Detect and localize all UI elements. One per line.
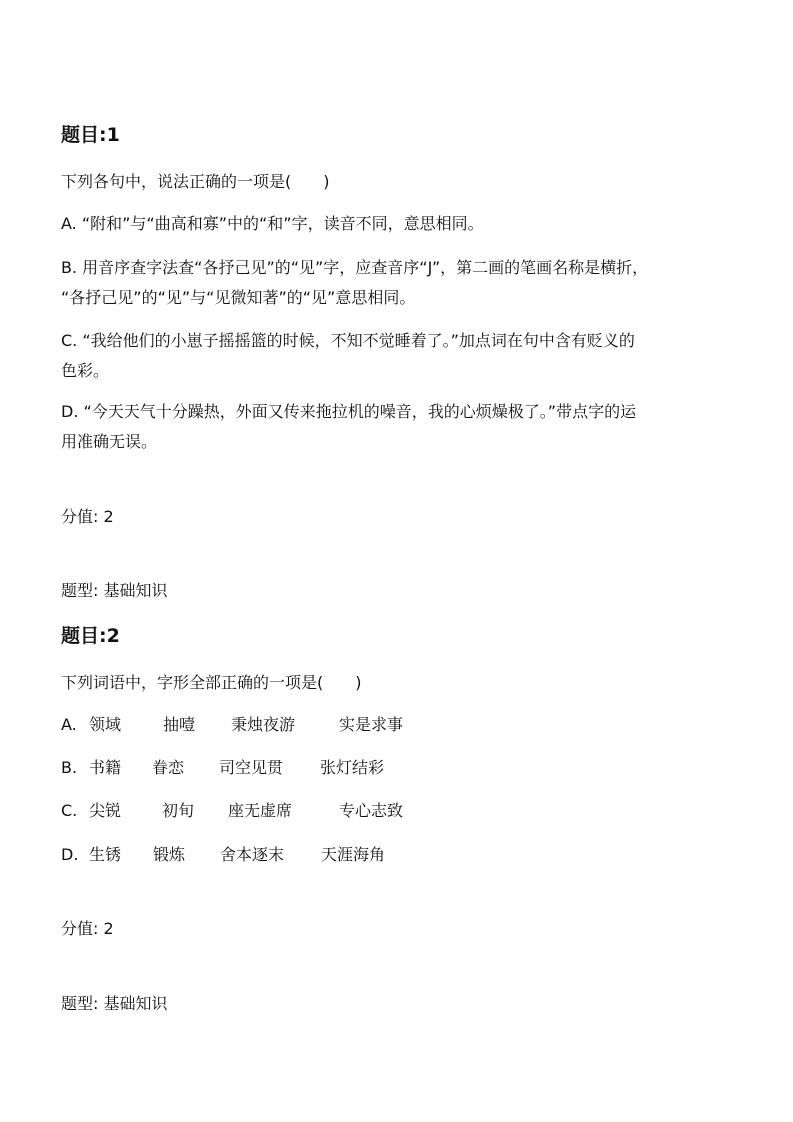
question-1-option-c-line1: C. “我给他们的小崽子摇摇篮的时候，不知不觉睡着了。”加点词在句中含有贬义的 xyxy=(61,331,635,350)
question-1-score: 分值: 2 xyxy=(61,507,114,526)
option-word: 座无虚席 xyxy=(228,801,293,820)
question-2-title: 题目:2 xyxy=(61,625,120,647)
question-1-option-b-line1: B. 用音序查字法查“各抒己见”的“见”字，应查音序“J”，第二画的笔画名称是横折， xyxy=(61,258,649,277)
option-word: 司空见贯 xyxy=(219,758,284,777)
option-word: 初旬 xyxy=(162,801,195,820)
question-1-option-d-line1: D. “今天天气十分躁热，外面又传来拖拉机的噪音，我的心烦燥极了。”带点字的运 xyxy=(61,402,637,421)
question-2-option-a xyxy=(61,713,741,737)
option-word: 天涯海角 xyxy=(321,845,386,864)
option-letter: C. xyxy=(61,801,78,820)
question-2-type: 题型: 基础知识 xyxy=(61,994,168,1013)
option-letter: D. xyxy=(61,845,79,864)
option-word: 专心志致 xyxy=(339,801,404,820)
option-word: 抽噎 xyxy=(163,715,196,734)
option-word: 领域 xyxy=(89,715,122,734)
option-letter: A. xyxy=(61,715,77,734)
question-1-option-b-line2: “各抒己见”的“见”与“见微知著”的“见”意思相同。 xyxy=(61,288,416,307)
option-word: 舍本逐末 xyxy=(220,845,285,864)
option-letter: B. xyxy=(61,758,78,777)
question-2-option-c xyxy=(61,799,741,823)
option-word: 眷恋 xyxy=(152,758,185,777)
question-1-option-a: A. “附和”与“曲高和寡”中的“和”字，读音不同，意思相同。 xyxy=(61,214,484,233)
question-1-title: 题目:1 xyxy=(61,124,120,146)
question-2-option-d xyxy=(61,843,741,867)
option-word: 尖锐 xyxy=(89,801,122,820)
option-word: 秉烛夜游 xyxy=(231,715,296,734)
option-word: 实是求事 xyxy=(339,715,404,734)
option-word: 生锈 xyxy=(89,845,122,864)
option-word: 书籍 xyxy=(89,758,122,777)
question-2-stem: 下列词语中，字形全部正确的一项是( ) xyxy=(61,673,362,692)
question-1-type: 题型: 基础知识 xyxy=(61,581,168,600)
question-2-score: 分值: 2 xyxy=(61,919,114,938)
question-2-option-b xyxy=(61,756,741,780)
question-1-option-d-line2: 用准确无误。 xyxy=(61,432,158,451)
question-1-stem: 下列各句中，说法正确的一项是( ) xyxy=(61,172,330,191)
option-word: 锻炼 xyxy=(153,845,186,864)
option-word: 张灯结彩 xyxy=(320,758,385,777)
question-1-option-c-line2: 色彩。 xyxy=(61,361,110,380)
